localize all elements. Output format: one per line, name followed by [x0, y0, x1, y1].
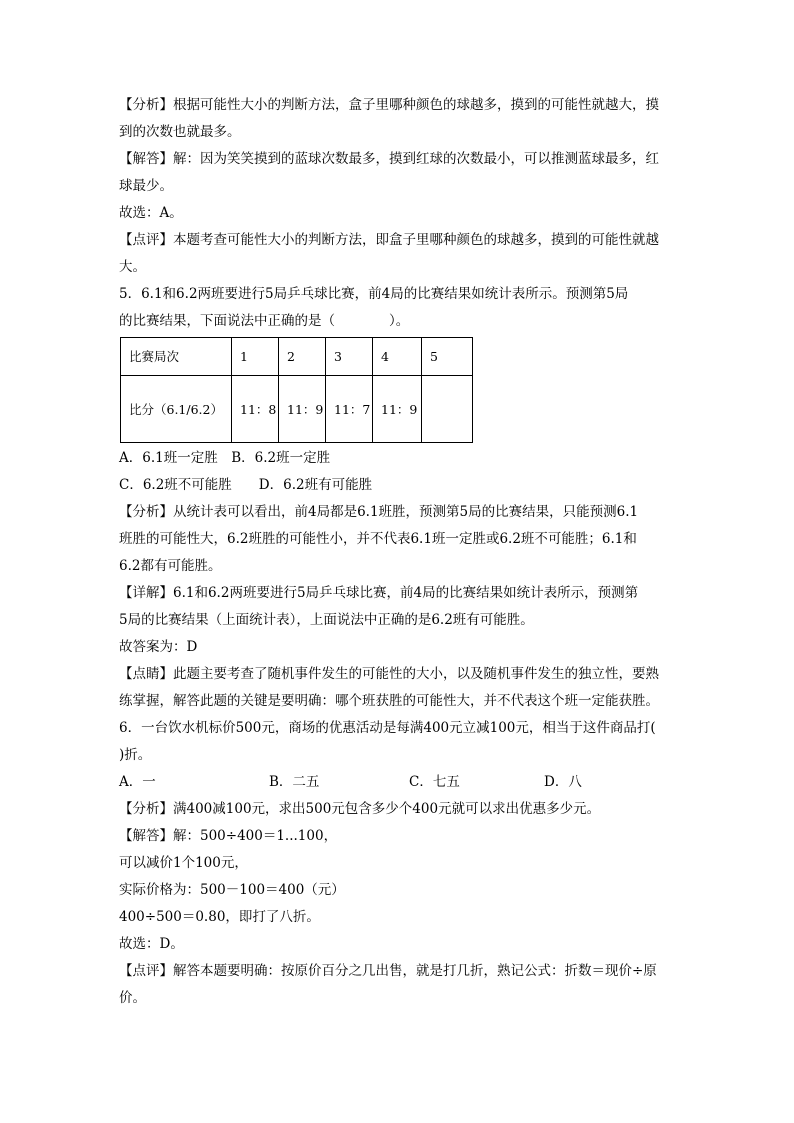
text-line: 【解答】解：500÷400＝1...100， — [119, 828, 338, 844]
text-line: 球最少。 — [119, 178, 173, 194]
text-line: 故选：A。 — [119, 205, 183, 221]
answer-options: C．6.2班不可能胜 D．6.2班有可能胜 — [119, 477, 373, 493]
text-line: 故选：D。 — [119, 936, 184, 952]
table-cell: 比赛局次 — [121, 338, 232, 376]
table-cell: 11：9 — [373, 376, 422, 443]
table-cell: 4 — [373, 338, 422, 376]
table-cell: 11：7 — [326, 376, 373, 443]
table-cell: 11：8 — [232, 376, 279, 443]
text-line: 400÷500＝0.80，即打了八折。 — [119, 909, 320, 925]
match-score-table — [120, 337, 473, 443]
text-line: 【分析】从统计表可以看出，前4局都是6.1班胜，预测第5局的比赛结果，只能预测6.1 — [119, 504, 639, 520]
question-5-stem: 5．6.1和6.2两班要进行5局乒乓球比赛，前4局的比赛结果如统计表所示。预测第5局 — [119, 286, 629, 302]
question-6-stem: )折。 — [119, 747, 152, 763]
text-line: 可以减价1个100元， — [119, 855, 248, 871]
text-line: 故答案为：D — [119, 639, 198, 655]
text-line: 【分析】满400减100元，求出500元包含多少个400元就可以求出优惠多少元。 — [119, 801, 601, 817]
table-cell — [422, 376, 473, 443]
table-cell: 5 — [422, 338, 473, 376]
text-line: 【分析】根据可能性大小的判断方法，盒子里哪种颜色的球越多，摸到的可能性就越大，摸 — [119, 97, 659, 113]
text-block-middle — [119, 445, 679, 769]
document-page — [119, 92, 679, 1012]
table-cell: 比分（6.1/6.2） — [121, 376, 232, 443]
option-b: B．二五 — [269, 774, 320, 790]
text-line: 实际价格为：500－100＝400（元） — [119, 882, 345, 898]
table-cell: 3 — [326, 338, 373, 376]
option-c: C．七五 — [409, 774, 460, 790]
table-cell: 1 — [232, 338, 279, 376]
text-line: 【详解】6.1和6.2两班要进行5局乒乓球比赛，前4局的比赛结果如统计表所示，预测第 — [119, 585, 639, 601]
question-6-stem: 6．一台饮水机标价500元，商场的优惠活动是每满400元立减100元，相当于这件商品打( — [119, 720, 656, 736]
table-row — [121, 376, 473, 443]
table-cell: 2 — [279, 338, 326, 376]
text-line: 价。 — [119, 990, 146, 1006]
option-d: D．八 — [544, 774, 582, 790]
answer-options: A．6.1班一定胜 B．6.2班一定胜 — [119, 450, 331, 466]
table-cell: 11：9 — [279, 376, 326, 443]
table-header-row — [121, 338, 473, 376]
text-line: 练掌握，解答此题的关键是要明确：哪个班获胜的可能性大，并不代表这个班一定能获胜。 — [119, 693, 659, 709]
question-5-stem: 的比赛结果，下面说法中正确的是（ ）。 — [119, 313, 410, 329]
text-line: 5局的比赛结果（上面统计表），上面说法中正确的是6.2班有可能胜。 — [119, 612, 534, 628]
text-line: 6.2都有可能胜。 — [119, 558, 222, 574]
text-line: 【点评】本题考查可能性大小的判断方法，即盒子里哪种颜色的球越多，摸到的可能性就越 — [119, 232, 659, 248]
text-line: 到的次数也就最多。 — [119, 124, 241, 140]
text-line: 大。 — [119, 259, 146, 275]
text-line: 【点睛】此题主要考查了随机事件发生的可能性的大小，以及随机事件发生的独立性，要熟 — [119, 666, 659, 682]
text-line: 【点评】解答本题要明确：按原价百分之几出售，就是打几折，熟记公式：折数＝现价÷原 — [119, 963, 657, 979]
text-line: 班胜的可能性大，6.2班胜的可能性小，并不代表6.1班一定胜或6.2班不可能胜；6.1和 — [119, 531, 637, 547]
text-block-top — [119, 92, 679, 335]
text-block-bottom — [119, 796, 679, 1012]
question-6-options — [119, 769, 679, 796]
text-line: 【解答】解：因为笑笑摸到的蓝球次数最多，摸到红球的次数最小，可以推测蓝球最多，红 — [119, 151, 659, 167]
option-a: A．一 — [119, 774, 156, 790]
